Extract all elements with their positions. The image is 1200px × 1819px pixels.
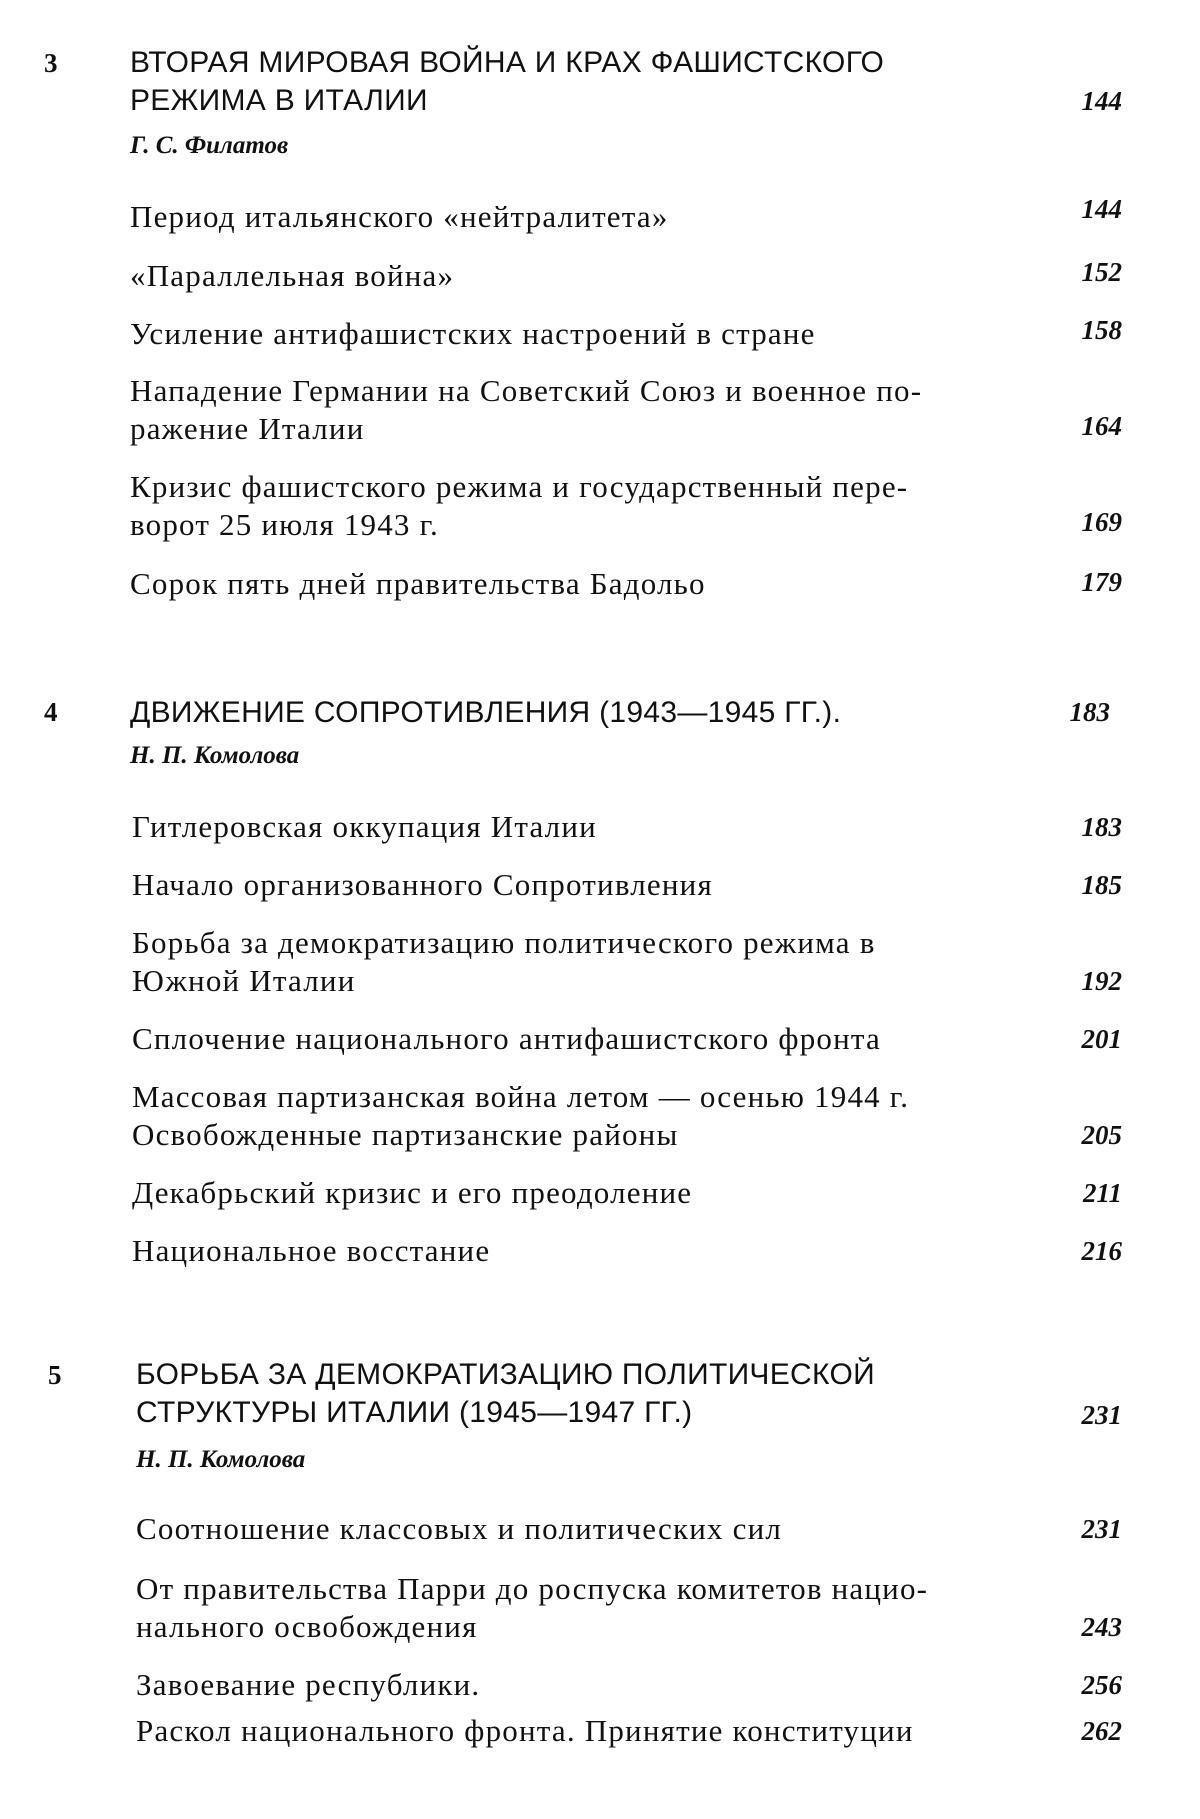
entry-page-number: 169 [1081, 507, 1122, 537]
entry-page-number: 201 [1081, 1024, 1122, 1054]
toc-entry [136, 1570, 928, 1646]
entry-title: Освобожденные партизанские районы [132, 1117, 679, 1152]
chapter-title-line: ВТОРАЯ МИРОВАЯ ВОЙНА И КРАХ ФАШИСТСКОГО [130, 46, 885, 79]
entry-title: Усиление антифашистских настроений в стране [130, 316, 816, 351]
entry-page-number: 211 [1082, 1178, 1122, 1208]
entry-page-number: 183 [1081, 812, 1122, 842]
chapter-title-line: ДВИЖЕНИЕ СОПРОТИВЛЕНИЯ (1943—1945 ГГ.). [130, 696, 842, 729]
chapter-author: Г. С. Филатов [130, 132, 289, 159]
toc-entry [136, 1712, 914, 1750]
entry-page-number: 256 [1081, 1670, 1122, 1700]
entry-page-number: 164 [1081, 411, 1122, 441]
entry-page-number: 216 [1081, 1236, 1122, 1266]
toc-entry [132, 866, 713, 904]
entry-title: Гитлеровская оккупация Италии [132, 809, 597, 844]
entry-title: Национальное восстание [132, 1233, 491, 1268]
chapter-title [130, 44, 884, 120]
entry-title: Завоевание республики. [136, 1667, 481, 1702]
chapter-number: 5 [48, 1360, 62, 1390]
entry-title: Сплочение национального антифашистского фронта [132, 1021, 881, 1056]
entry-title: Сорок пять дней правительства Бадольо [130, 566, 706, 601]
entry-title: Декабрьский кризис и его преодоление [132, 1175, 693, 1210]
entry-title: нального освобождения [136, 1609, 478, 1644]
chapter-author: Н. П. Комолова [136, 1446, 306, 1473]
toc-entry [130, 468, 908, 544]
entry-page-number: 179 [1081, 567, 1122, 597]
chapter-title-line: СТРУКТУРЫ ИТАЛИИ (1945—1947 ГГ.) [136, 1396, 693, 1429]
entry-page-number: 192 [1081, 966, 1122, 996]
chapter-title [130, 694, 841, 732]
toc-entry [132, 808, 597, 846]
entry-page-number: 231 [1081, 1514, 1122, 1544]
chapter-page-number: 231 [1081, 1400, 1122, 1430]
toc-entry [132, 1020, 881, 1058]
chapter-page-number: 144 [1081, 86, 1122, 116]
toc-entry [136, 1666, 480, 1704]
entry-title: «Параллельная война» [130, 258, 455, 293]
entry-title: Массовая партизанская война летом — осенью 1944 г. [132, 1079, 910, 1114]
entry-title: Начало организованного Сопротивления [132, 867, 713, 902]
entry-title: ворот 25 июля 1943 г. [130, 507, 439, 542]
toc-entry [132, 1078, 909, 1154]
chapter-page-number: 183 [1069, 697, 1110, 727]
chapter-title [136, 1356, 875, 1432]
entry-title: Период итальянского «нейтралитета» [130, 199, 669, 234]
toc-entry [136, 1510, 782, 1548]
toc-entry [130, 372, 922, 448]
toc-entry [130, 257, 454, 295]
toc-entry [132, 1174, 692, 1212]
toc-entry [130, 565, 706, 603]
toc-entry [132, 924, 876, 1000]
chapter-title-line: РЕЖИМА В ИТАЛИИ [130, 84, 428, 117]
toc-entry [130, 315, 816, 353]
entry-page-number: 158 [1081, 315, 1122, 345]
chapter-author: Н. П. Комолова [130, 742, 300, 769]
entry-title: Кризис фашистского режима и государственный пере- [130, 469, 909, 504]
entry-title: Нападение Германии на Советский Союз и военное по- [130, 373, 923, 408]
entry-title: Южной Италии [132, 963, 356, 998]
chapter-number: 3 [44, 48, 58, 78]
entry-page-number: 262 [1081, 1716, 1122, 1746]
toc-entry [130, 198, 669, 236]
entry-page-number: 152 [1081, 257, 1122, 287]
entry-title: Борьба за демократизацию политического режима в [132, 925, 876, 960]
entry-title: Раскол национального фронта. Принятие конституции [136, 1713, 914, 1748]
entry-page-number: 205 [1081, 1120, 1122, 1150]
chapter-title-line: БОРЬБА ЗА ДЕМОКРАТИЗАЦИЮ ПОЛИТИЧЕСКОЙ [136, 1358, 875, 1391]
entry-title: Соотношение классовых и политических сил [136, 1511, 783, 1546]
toc-entry [132, 1232, 490, 1270]
entry-title: ражение Италии [130, 411, 365, 446]
entry-page-number: 185 [1081, 870, 1122, 900]
entry-title: От правительства Парри до роспуска комитетов нацио- [136, 1571, 929, 1606]
entry-page-number: 243 [1081, 1612, 1122, 1642]
entry-page-number: 144 [1081, 194, 1122, 224]
chapter-number: 4 [44, 697, 58, 727]
